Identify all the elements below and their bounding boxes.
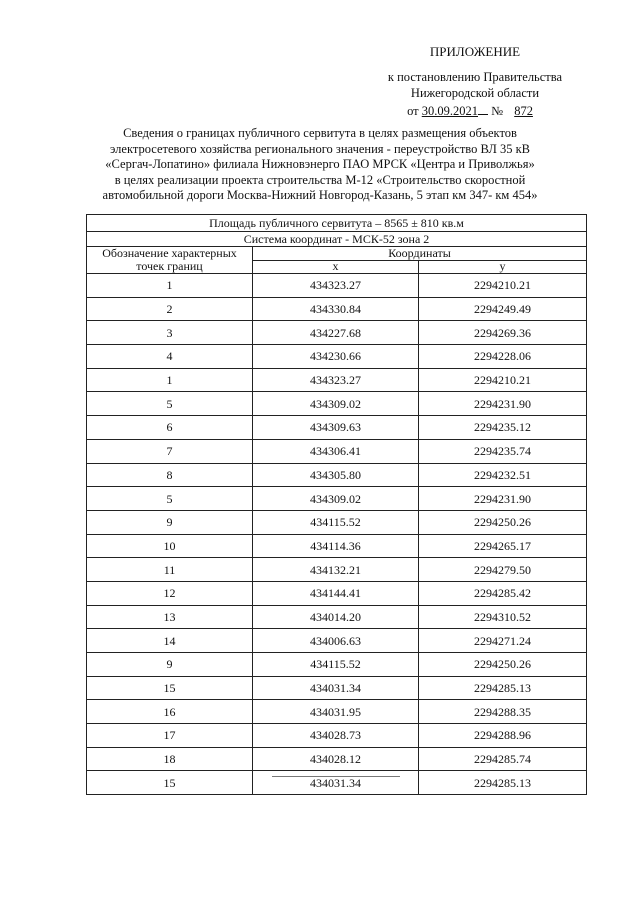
number-prefix: №: [491, 104, 504, 118]
point-cell: 13: [87, 605, 253, 629]
table-row: [87, 463, 587, 487]
point-cell: 5: [87, 487, 253, 511]
table-row: [87, 487, 587, 511]
heading-line: автомобильной дороги Москва-Нижний Новгород-Казань, 5 этап км 347- км 454»: [102, 188, 538, 202]
x-cell: 434031.34: [253, 771, 419, 795]
y-cell: 2294210.21: [419, 274, 587, 298]
y-cell: 2294232.51: [419, 463, 587, 487]
x-cell: 434306.41: [253, 439, 419, 463]
y-cell: 2294210.21: [419, 368, 587, 392]
x-cell: 434309.02: [253, 392, 419, 416]
x-column-header: x: [253, 260, 419, 274]
table-row: [87, 629, 587, 653]
coordinates-table: [86, 214, 587, 795]
coordinate-rows: [87, 274, 587, 795]
table-row: [87, 368, 587, 392]
y-cell: 2294279.50: [419, 558, 587, 582]
table-row: [87, 510, 587, 534]
heading-line: Сведения о границах публичного сервитута в целях размещения объектов: [123, 126, 517, 140]
point-cell: 1: [87, 274, 253, 298]
x-cell: 434031.95: [253, 700, 419, 724]
table-row: [87, 321, 587, 345]
x-cell: 434309.63: [253, 416, 419, 440]
table-row: [87, 653, 587, 677]
point-cell: 3: [87, 321, 253, 345]
x-cell: 434323.27: [253, 368, 419, 392]
y-cell: 2294235.74: [419, 439, 587, 463]
point-cell: 4: [87, 345, 253, 369]
table-row: [87, 297, 587, 321]
x-cell: 434031.34: [253, 676, 419, 700]
point-cell: 14: [87, 629, 253, 653]
point-cell: 10: [87, 534, 253, 558]
point-cell: 11: [87, 558, 253, 582]
point-cell: 9: [87, 653, 253, 677]
point-cell: 15: [87, 771, 253, 795]
x-cell: 434132.21: [253, 558, 419, 582]
x-cell: 434309.02: [253, 487, 419, 511]
heading-line: электросетевого хозяйства регионального значения - переустройство ВЛ 35 кВ: [110, 141, 530, 156]
y-cell: 2294310.52: [419, 605, 587, 629]
x-cell: 434323.27: [253, 274, 419, 298]
table-row: [87, 439, 587, 463]
point-cell: 15: [87, 676, 253, 700]
y-cell: 2294285.13: [419, 676, 587, 700]
heading-line: в целях реализации проекта строительства М-12 «Строительство скоростной: [114, 172, 526, 187]
x-cell: 434028.12: [253, 747, 419, 771]
point-cell: 1: [87, 368, 253, 392]
x-cell: 434115.52: [253, 653, 419, 677]
appendix-line-2: Нижегородской области: [410, 86, 540, 100]
x-cell: 434028.73: [253, 724, 419, 748]
table-row: [87, 605, 587, 629]
appendix-date-line: [360, 102, 590, 119]
y-cell: 2294265.17: [419, 534, 587, 558]
x-cell: 434305.80: [253, 463, 419, 487]
y-cell: 2294288.96: [419, 724, 587, 748]
x-cell: 434115.52: [253, 510, 419, 534]
point-cell: 18: [87, 747, 253, 771]
y-cell: 2294285.13: [419, 771, 587, 795]
table-row: [87, 771, 587, 795]
document-heading: [70, 126, 570, 204]
footer-rule: [272, 776, 400, 777]
y-cell: 2294228.06: [419, 345, 587, 369]
point-cell: 9: [87, 510, 253, 534]
y-cell: 2294288.35: [419, 700, 587, 724]
x-cell: 434006.63: [253, 629, 419, 653]
y-column-header: y: [419, 260, 587, 274]
x-cell: 434114.36: [253, 534, 419, 558]
point-cell: 2: [87, 297, 253, 321]
point-cell: 5: [87, 392, 253, 416]
table-row: [87, 676, 587, 700]
y-cell: 2294269.36: [419, 321, 587, 345]
appendix-number-value: 872: [514, 104, 533, 118]
x-cell: 434330.84: [253, 297, 419, 321]
x-cell: 434144.41: [253, 581, 419, 605]
y-cell: 2294231.90: [419, 392, 587, 416]
y-cell: 2294231.90: [419, 487, 587, 511]
appendix-line-1: к постановлению Правительства: [387, 70, 563, 84]
x-cell: 434230.66: [253, 345, 419, 369]
point-cell: 8: [87, 463, 253, 487]
point-cell: 7: [87, 439, 253, 463]
table-row: [87, 700, 587, 724]
appendix-date: 30.09.2021: [421, 104, 478, 118]
table-row: [87, 274, 587, 298]
y-cell: 2294285.42: [419, 581, 587, 605]
table-row: [87, 534, 587, 558]
date-prefix: от: [407, 104, 419, 118]
y-cell: 2294285.74: [419, 747, 587, 771]
coords-column-header: Координаты: [253, 247, 587, 261]
y-cell: 2294271.24: [419, 629, 587, 653]
x-cell: 434014.20: [253, 605, 419, 629]
table-row: [87, 345, 587, 369]
table-row: [87, 581, 587, 605]
point-cell: 17: [87, 724, 253, 748]
y-cell: 2294250.26: [419, 510, 587, 534]
table-row: [87, 724, 587, 748]
date-underline: [478, 102, 488, 115]
table-row: [87, 392, 587, 416]
y-cell: 2294250.26: [419, 653, 587, 677]
point-column-header: Обозначение характерных точек границ: [87, 247, 253, 274]
point-cell: 12: [87, 581, 253, 605]
heading-line: «Сергач-Лопатино» филиала Нижновэнерго ПАО МРСК «Центра и Приволжья»: [105, 157, 535, 171]
x-cell: 434227.68: [253, 321, 419, 345]
coordinate-system-cell: Система координат - МСК-52 зона 2: [87, 232, 587, 247]
table-row: [87, 416, 587, 440]
table-row: [87, 558, 587, 582]
table-row: [87, 747, 587, 771]
point-cell: 6: [87, 416, 253, 440]
appendix-number: [506, 104, 543, 118]
appendix-title: ПРИЛОЖЕНИЕ: [429, 44, 521, 59]
y-cell: 2294235.12: [419, 416, 587, 440]
point-cell: 16: [87, 700, 253, 724]
y-cell: 2294249.49: [419, 297, 587, 321]
area-cell: Площадь публичного сервитута – 8565 ± 810 кв.м: [87, 215, 587, 232]
